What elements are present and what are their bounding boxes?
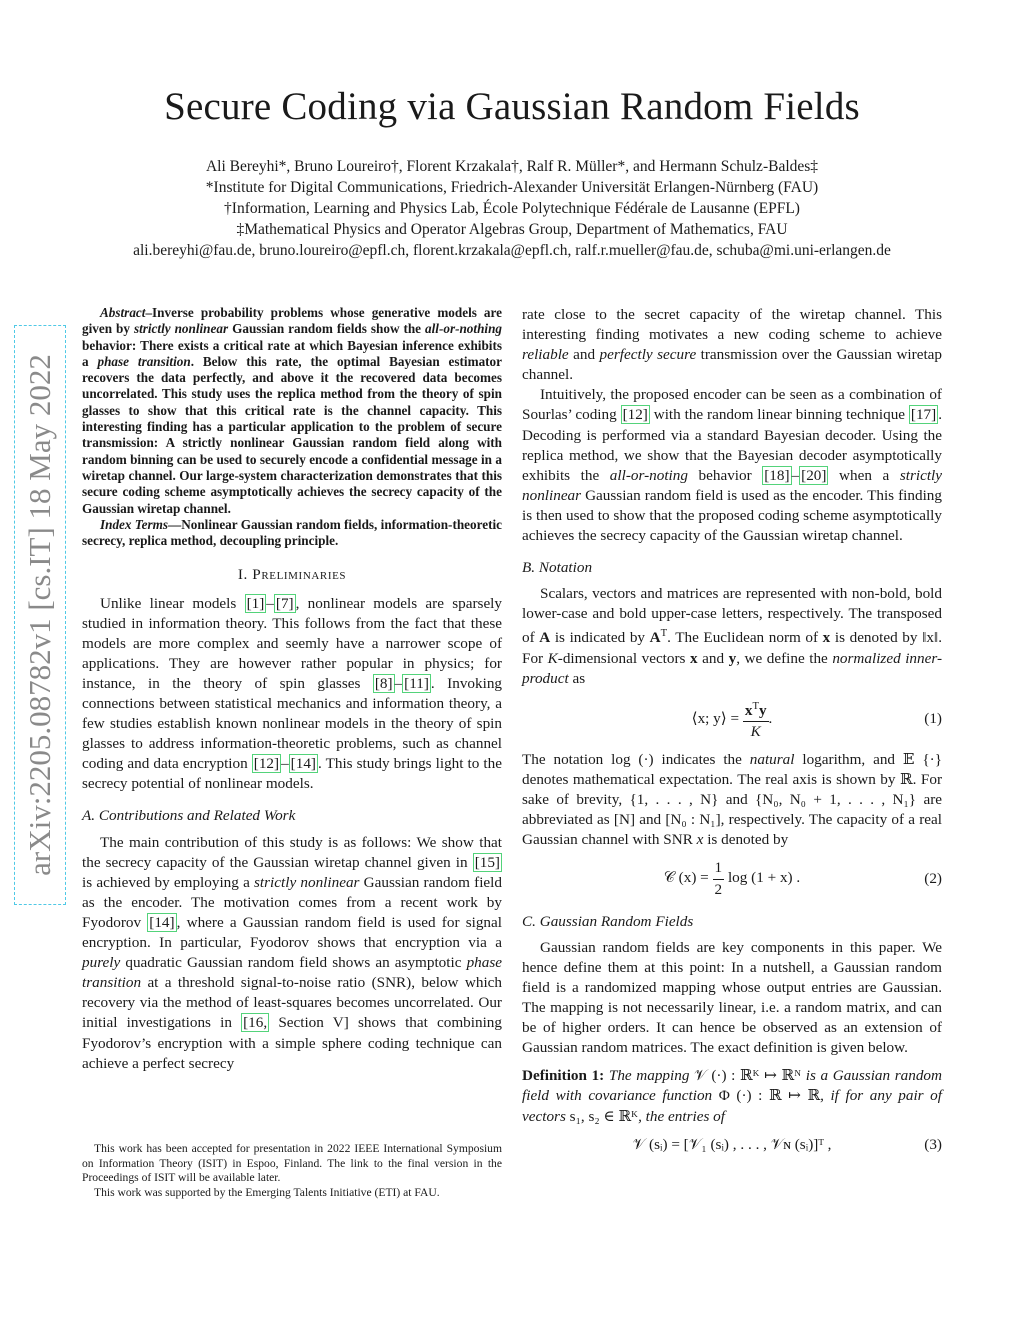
subsection-heading-grf: C. Gaussian Random Fields xyxy=(522,912,694,930)
equation-1: ⟨x; y⟩ = $\frac{x^Ty}{K}$ . (1) xyxy=(522,697,942,742)
section-heading-preliminaries: I. Preliminaries xyxy=(237,566,347,584)
arxiv-identifier-text: arXiv:2205.08782v1 [cs.IT] 18 May 2022 xyxy=(22,354,57,876)
abstract: Abstract–Inverse probability problems whose generative models are given by strictly nonlinear Gaussian random fields show the all-or-nothing behavior: There exists a critical rate at which Bayesian inference exhibits a phase transition. Below this rate, the optimal Bayesian estimator recovers the data perfectly, and above it the recovered data becomes uncorrelated. This study uses the replica method from the theory of spin glasses to show that this critical rate is the channel capacity. This interesting finding has a particular application to the problem of secure transmission: A strictly nonlinear Gaussian random field along with random binning can be used to securely encode a confidential message in a wiretap channel. Our large-system characterization demonstrates that this secure coding scheme asymptotically achieves the secrecy capacity of the Gaussian wiretap channel. xyxy=(82,305,503,516)
left-column xyxy=(82,305,502,1074)
citation-link[interactable]: [7] xyxy=(275,594,294,612)
citation-link[interactable]: [1] xyxy=(246,594,265,612)
citation-link[interactable]: [14] xyxy=(149,913,175,931)
paragraph-intro: Unlike linear models [1] – [7] , nonlinear models are sparsely studied in information theory. This follows from the fact that these models are more complex and seemly have a narrower scope of applications. They are however rather popular in physics; for instance, in the theory of spin glasses [8] – [11] . Invoking connections between statistical mechanics and information theory, a few studies establish known nonlinear models in the theory of spin glasses to address information-theoretic problems, such as channel coding and data encryption [12] – [14] . This study brings light to the secrecy potential of nonlinear models. xyxy=(82,594,503,793)
paragraph-contributions: The main contribution of this study is as follows: We show that the secrecy capacity of the Gaussian wiretap channel given in [15] is achieved by employing a strictly nonlinear Gaussian random field as the encoder. The motivation comes from a recent work by Fyodorov [14] , where a Gaussian random field is used for signal encryption. In particular, Fyodorov shows that encryption via a purely quadratic Gaussian random field shows an asymptotic phase transition at a threshold signal-to-noise ratio (SNR), below which recovery via the method of least-squares becomes uncorrelated. Our initial investigations in [16, Section V] shows that combining Fyodorov’s encryption with a simple sphere coding technique can achieve a perfect secrecy xyxy=(82,833,502,1072)
email-list[interactable]: ali.bereyhi@fau.de, bruno.loureiro@epfl.ch, florent.krzakala@epfl.ch, ralf.r.mueller@fau.de, schuba@mi.uni-erlangen.de xyxy=(133,242,891,259)
equation-2: 𝒞 (x) = $\frac{1}{2}$ log (1 + x) . (2) xyxy=(663,859,942,898)
citation-link[interactable]: [12] xyxy=(253,755,280,773)
paragraph-grf: Gaussian random fields are key components in this paper. We hence define them at this point: In a nutshell, a Gaussian random field is a randomized mapping whose output entries are Gaussian. The mapping is not necessarily linear, i.e. a random matrix, and can be of higher orders. It can hence be observed as an extension of Gaussian random matrices. The exact definition is given below. xyxy=(522,938,942,1057)
citation-link[interactable]: [15] xyxy=(474,853,500,871)
affiliation-2: †Information, Learning and Physics Lab, École Polytechnique Fédérale de Lausanne (EPFL) xyxy=(224,200,800,217)
affiliation-3: ‡Mathematical Physics and Operator Algebras Group, Department of Mathematics, FAU xyxy=(236,221,788,238)
equation-number: (3) xyxy=(924,1135,942,1153)
paper-title: Secure Coding via Gaussian Random Fields xyxy=(164,85,860,128)
citation-link[interactable]: [14] xyxy=(290,755,316,773)
affiliation-1: *Institute for Digital Communications, Friedrich-Alexander Universität Erlangen-Nürnberg (FAU) xyxy=(205,179,819,196)
subsection-heading-notation: B. Notation xyxy=(522,559,593,577)
author-list: Ali Bereyhi*, Bruno Loureiro†, Florent Krzakala†, Ralf R. Müller*, and Hermann Schulz-Baldes‡ xyxy=(205,158,819,175)
index-terms: Index Terms—Nonlinear Gaussian random fields, information-theoretic secrecy, replica method, decoupling principle. xyxy=(82,516,502,549)
definition-1: Definition 1: The mapping 𝒱 (·) : ℝᴷ ↦ ℝᴺ is a Gaussian random field with covariance function Φ (·) : ℝ ↦ ℝ, if for any pair of vectors s₁, s₂ ∈ ℝᴷ, the entries of xyxy=(522,1067,942,1125)
citation-link[interactable]: [16, xyxy=(243,1014,268,1032)
citation-link[interactable]: [18] xyxy=(764,466,790,484)
paragraph-notation-1: Scalars, vectors and matrices are represented with non-bold, bold lower-case and bold upper-case letters, respectively. The transposed of A is indicated by $A^T$. The Euclidean norm of x is denoted by ‖x‖. For K-dimensional vectors x and y, we define the normalized inner-product as xyxy=(522,585,943,687)
paragraph-notation-2: The notation log (·) indicates the natural logarithm, and 𝔼 {·} denotes mathematical expectation. The real axis is shown by ℝ. For sake of brevity, {1, . . . , N} and {N₀, N₀ + 1, . . . , N₁} are abbreviated as [N] and [N₀ : N₁], respectively. The capacity of a real Gaussian channel with SNR x is denoted by xyxy=(522,751,942,849)
footnote-isit: This work has been accepted for presentation in 2022 IEEE International Symposium on Information Theory (ISIT) in Espoo, Finland. The link to the final version in the Proceedings of ISIT will be available later. xyxy=(82,1142,502,1184)
citation-link[interactable]: [8] xyxy=(374,674,393,692)
citation-link[interactable]: [12] xyxy=(622,406,648,424)
arxiv-identifier-stamp[interactable] xyxy=(14,325,66,905)
author-block xyxy=(0,156,1024,261)
paragraph-continued: rate close to the secret capacity of the wiretap channel. This interesting finding motivates a new coding scheme to achieve reliable and perfectly secure transmission over the Gaussian wiretap channel. xyxy=(522,306,942,384)
citation-link[interactable]: [11] xyxy=(404,674,429,692)
subsection-heading-contributions: A. Contributions and Related Work xyxy=(82,807,296,825)
right-column xyxy=(522,305,942,1163)
footnote-funding: This work was supported by the Emerging Talents Initiative (ETI) at FAU. xyxy=(94,1185,440,1199)
footnotes xyxy=(82,1142,502,1200)
equation-number: (1) xyxy=(924,710,942,728)
paragraph-encoder: Intuitively, the proposed encoder can be seen as a combination of Sourlas’ coding [12] with the random linear binning technique [17] . Decoding is performed via a standard Bayesian decoder. Using the replica method, we show that the Bayesian decoder asymptotically exhibits the all-or-noting behavior [18] – [20] when a strictly nonlinear Gaussian random field is used as the encoder. This finding is then used to show that the proposed coding scheme asymptotically achieves the secrecy capacity of the Gaussian wiretap channel. xyxy=(522,386,943,545)
equation-number: (2) xyxy=(924,870,942,888)
equation-3: 𝒱 (sᵢ) = [𝒱₁ (sᵢ) , . . . , 𝒱ɴ (sᵢ)]ᵀ , (3) xyxy=(522,1135,942,1155)
citation-link[interactable]: [17] xyxy=(910,406,937,424)
citation-link[interactable]: [20] xyxy=(801,466,827,484)
